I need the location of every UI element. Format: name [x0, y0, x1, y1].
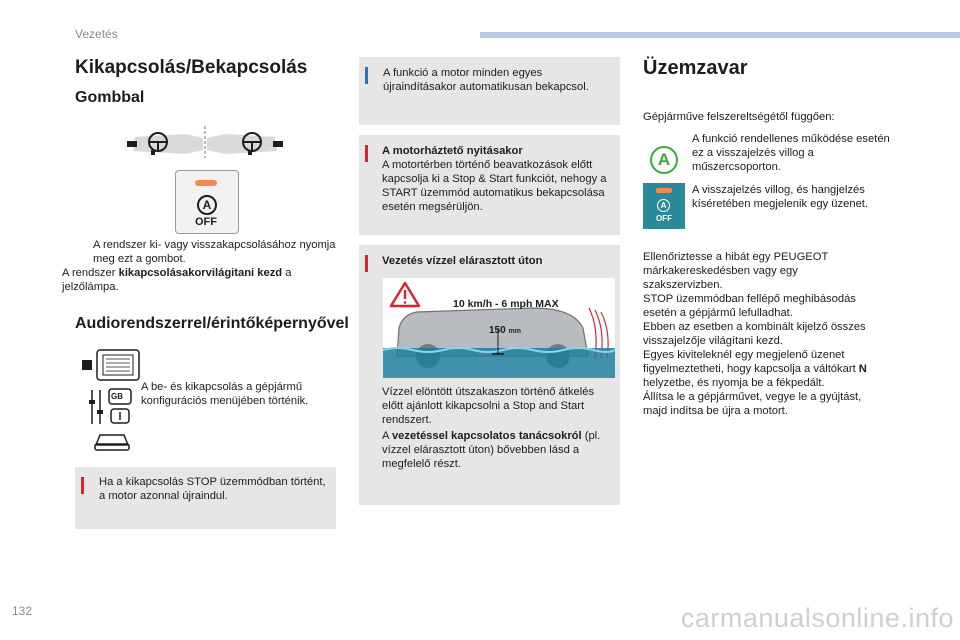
- page-title: Kikapcsolás/Bekapcsolás: [75, 57, 308, 78]
- gb-label: GB: [111, 392, 123, 401]
- watermark: carmanualsonline.info: [680, 603, 954, 633]
- info-mark-icon: [365, 67, 368, 84]
- indicator-lamp: [195, 180, 217, 186]
- stop-start-off-button[interactable]: [175, 170, 239, 234]
- page-number: 132: [12, 604, 33, 618]
- speed-label: 10 km/h - 6 mph MAX: [453, 298, 559, 310]
- auto-stop-letter: A: [657, 199, 670, 212]
- auto-stop-green-icon: A: [650, 146, 678, 174]
- water-warning-box: [359, 245, 620, 505]
- advice-lamps: Ebben az esetben a kombinált kijelző összes visszajelzője világítani kezd.: [643, 321, 866, 347]
- info-text: A funkció a motor minden egyes újraindításakor automatikusan bekapcsol.: [383, 67, 589, 93]
- warning-mark-icon: [81, 477, 84, 494]
- malfunction-title: Üzemzavar: [643, 57, 748, 79]
- header-accent-bar: [480, 32, 960, 38]
- left-wheel-icon: [127, 133, 203, 155]
- water-title: Vezetés vízzel elárasztott úton: [382, 255, 543, 267]
- malfunction-advice: [643, 250, 873, 418]
- advice-neutral: Egyes kiviteleknél egy megjelenő üzenet figyelmeztetheti, hogy kapcsolja a váltókart N helyzetbe, és nyomja be a fékpedált.: [643, 349, 867, 389]
- auto-stop-icon: A: [197, 195, 217, 215]
- button-heading: Gombbal: [75, 89, 145, 106]
- steering-wheel-illustration: [125, 124, 285, 160]
- advice-dealer: Ellenőriztesse a hibát egy PEUGEOT márkakereskedésben vagy egy szakszervizben.: [643, 251, 829, 291]
- restart-warning-box: [75, 467, 336, 529]
- water-text: Vízzel elöntött útszakaszon történő átkelés előtt ajánlott kikapcsolni a Stop and Start rendszert.: [382, 386, 595, 426]
- warning-mark-icon: [365, 145, 368, 162]
- malfunction-item-2: A visszajelzés villog, és hangjelzés kíséretében megjelenik egy üzenet.: [692, 184, 869, 210]
- off-label: OFF: [195, 216, 217, 228]
- auto-stop-off-teal-icon: [643, 183, 685, 229]
- indicator-lamp: [656, 188, 672, 193]
- hood-warning-box: [359, 135, 620, 235]
- hood-text: A motortérben történő beavatkozások előtt kapcsolja ki a Stop & Start funkciót, nehogy a START üzemmód automatikus bekapcsolása esetén megsérüljön.: [382, 159, 607, 213]
- off-label: OFF: [656, 214, 672, 223]
- restart-warning-text: Ha a kikapcsolás STOP üzemmódban történt, a motor azonnal újraindul.: [99, 476, 326, 502]
- bullet-text: A rendszer ki- vagy visszakapcsolásához nyomja meg ezt a gombot.: [93, 239, 336, 265]
- advice-restart: Állítsa le a gépjárművet, vegye le a gyújtást, majd indítsa be újra a motort.: [643, 391, 862, 417]
- audio-heading: Audiorendszerrel/érintőképernyővel: [75, 315, 349, 332]
- right-wheel-icon: [207, 133, 283, 155]
- advice-stall: STOP üzemmódban fellépő meghibásodás esetén a gépjármű lefulladhat.: [643, 293, 856, 319]
- warning-mark-icon: [365, 255, 368, 272]
- audio-text: A be- és kikapcsolás a gépjármű konfigurációs menüjében történik.: [141, 381, 309, 407]
- vehicle-icon: [95, 435, 129, 450]
- hood-title: A motorháztető nyitásakor: [382, 145, 523, 157]
- malfunction-item-1: A funkció rendellenes működése esetén ez a visszajelzés villog a műszercsoporton.: [692, 133, 890, 173]
- section-tag: Vezetés: [75, 27, 118, 41]
- depth-label: 150 mm: [489, 325, 521, 336]
- water-reference: A vezetéssel kapcsolatos tanácsokról (pl. vízzel elárasztott úton) bővebben lásd a megfelelő részt.: [382, 430, 601, 470]
- settings-sliders-icon: [89, 389, 131, 424]
- lamp-text: A rendszer kikapcsolásakorvilágitani kezd a jelzőlámpa.: [62, 267, 292, 293]
- malfunction-intro: Gépjárműve felszereltségétől függően:: [643, 111, 835, 123]
- water-area: [383, 348, 615, 378]
- info-box: [359, 57, 620, 125]
- touchscreen-icon: [82, 350, 139, 380]
- button-instructions: [77, 238, 337, 266]
